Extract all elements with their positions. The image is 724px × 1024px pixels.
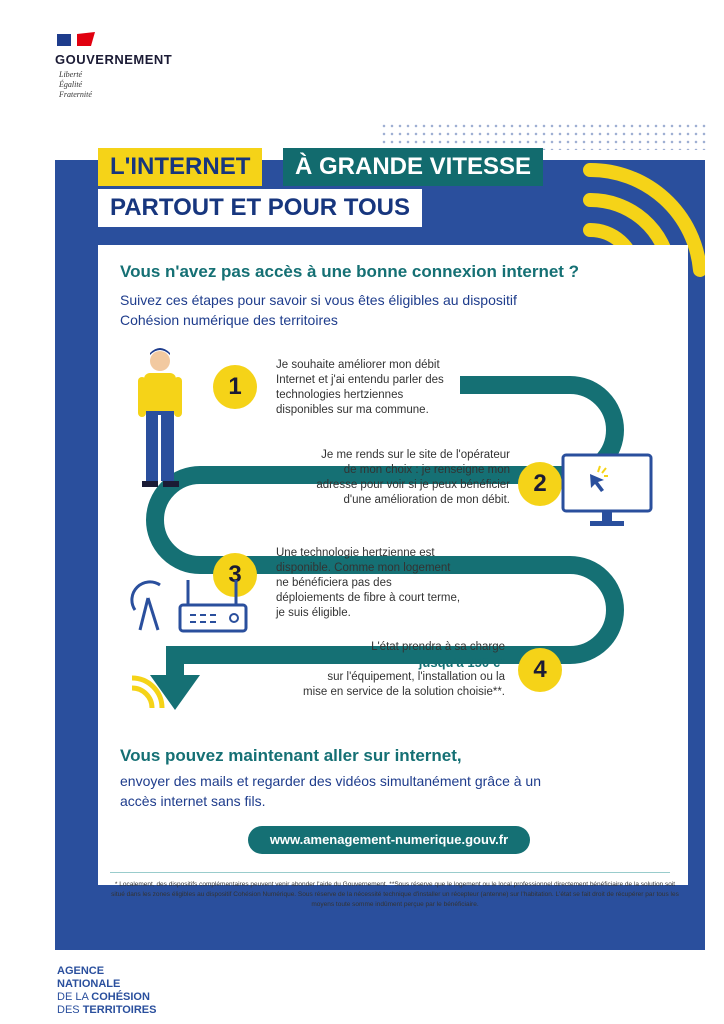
title-part-2: À GRANDE VITESSE	[283, 148, 543, 186]
intro-subhead: Suivez ces étapes pour savoir si vous êtes éligibles au dispositif Cohésion numérique des territoires	[120, 292, 517, 328]
step-2-text: Je me rends sur le site de l'opérateur de mon choix : je renseigne mon adresse pour voir si je peux bénéficier d'une amélioration de mon débit.	[316, 449, 510, 506]
government-logo	[55, 30, 195, 110]
step-2-number: 2	[518, 462, 562, 506]
computer-monitor-icon	[560, 452, 655, 532]
step-1-text: Je souhaite améliorer mon débit Internet et j'ai entendu parler des technologies hertziennes disponibles sur ma commune.	[276, 359, 444, 416]
antenna-router-icon	[130, 570, 250, 635]
title-part-3: PARTOUT ET POUR TOUS	[98, 189, 422, 227]
agency-logo: AGENCE NATIONALE DE LA COHÉSION DES TERRITOIRES	[57, 965, 157, 1016]
website-link[interactable]: www.amenagement-numerique.gouv.fr	[248, 826, 530, 854]
footnote-divider	[110, 872, 670, 873]
step-1-number: 1	[213, 365, 257, 409]
conclusion-text: envoyer des mails et regarder des vidéos simultanément grâce à un accès internet sans fils.	[120, 773, 541, 809]
title-part-1: L'INTERNET	[98, 148, 262, 186]
step-4-text-after: sur l'équipement, l'installation ou la mise en service de la solution choisie**.	[303, 671, 505, 698]
footnote: * Localement, des dispositifs complémentaires peuvent venir abonder l'aide du Gouvernement. **Sous réserve que le logement ou le local professionnel directement bénéficiaire de la solution soit situé dans les zones éligibles au dispositif Cohésion Numérique. Sous réserve de la nécessité technique d'installer un récepteur (antenne) sur l'habitation. L'état se fait droit de récupérer par tous les moyens toute somme indûment perçue par le bénéficiaire.	[111, 881, 679, 908]
step-4-number: 4	[518, 648, 562, 692]
wifi-small-icon	[128, 670, 168, 710]
government-name: GOUVERNEMENT	[55, 52, 173, 67]
marianne-flag-icon	[57, 30, 97, 48]
step-4-text	[300, 640, 505, 700]
step-4-highlight: jusqu'à 150 €*	[418, 655, 505, 670]
person-illustration	[130, 345, 190, 495]
intro-headline: Vous n'avez pas accès à une bonne connexion internet ?	[120, 262, 580, 281]
conclusion-title: Vous pouvez maintenant aller sur internet,	[120, 746, 462, 765]
step-4-text-before: L'état prendra à sa charge	[371, 641, 505, 653]
step-3-text: Une technologie hertzienne est disponible. Comme mon logement ne bénéficiera pas des déploiements de fibre à court terme, je suis éligible.	[276, 547, 461, 619]
step-3-number: 3	[213, 553, 257, 597]
government-motto: Liberté Égalité Fraternité	[59, 70, 92, 99]
